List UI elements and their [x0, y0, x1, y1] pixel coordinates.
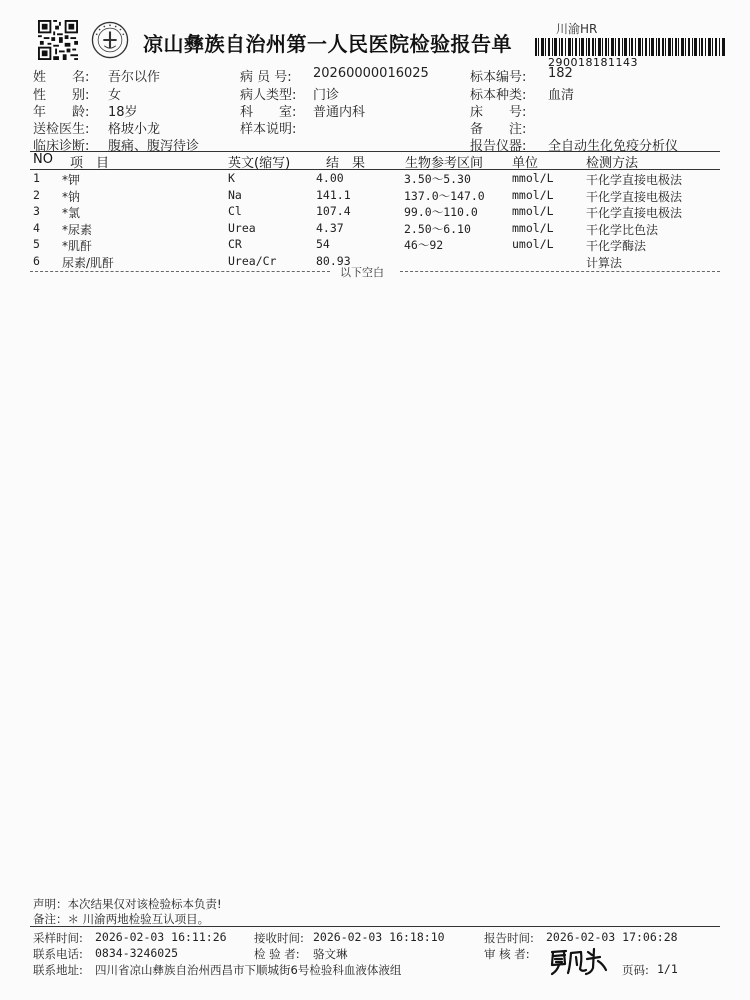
cell-abbr: CR [228, 237, 242, 251]
cell-ref: 99.0～110.0 [404, 205, 478, 219]
cell-item: *钾 [62, 173, 81, 187]
hospital-logo-icon [91, 21, 129, 59]
footer-note: 备注：＊ 川渝两地检验互认项目。 [33, 912, 210, 926]
address-value: 四川省凉山彝族自治州西昌市下顺城街6号检验科血液体液组 [95, 963, 402, 977]
cell-abbr: Cl [228, 204, 242, 218]
patient-gender: 女 [108, 88, 122, 103]
collect-time: 2026-02-03 16:11:26 [95, 930, 227, 944]
record-number: 20260000016025 [313, 66, 429, 81]
cell-method: 干化学直接电极法 [586, 206, 683, 220]
collect-time-label: 采样时间: [33, 931, 83, 945]
cell-ref: 2.50～6.10 [404, 221, 471, 236]
instrument-value: 全自动生化免疫分析仪 [548, 139, 679, 154]
cell-abbr: Na [228, 187, 242, 202]
department-value: 普通内科 [313, 105, 366, 120]
sample-type: 血清 [548, 88, 575, 103]
barcode-number: 290018181143 [548, 56, 638, 69]
table-row [0, 204, 750, 221]
cell-no: 6 [33, 253, 40, 268]
cell-item: *钠 [62, 189, 81, 204]
gender-label: 性 别: [33, 88, 90, 103]
receive-time: 2026-02-03 16:18:10 [313, 930, 445, 944]
col-header-method: 检测方法 [586, 156, 639, 171]
doctor-label: 送检医生: [33, 122, 90, 137]
blank-line-right [400, 271, 720, 272]
bed-label: 床 号: [470, 105, 527, 120]
blank-note: 以下空白 [340, 266, 384, 279]
cell-result: 54 [316, 237, 330, 251]
col-header-ref: 生物参考区间 [405, 156, 484, 171]
diagnosis-value: 腹痛、腹泻待诊 [108, 139, 200, 154]
cell-no: 4 [33, 220, 40, 235]
statement: 声明：本次结果仅对该检验标本负责! [33, 897, 222, 911]
table-header-rule [30, 169, 720, 170]
patient-name: 吾尔以作 [108, 70, 161, 85]
hr-tag: 川渝HR [556, 22, 598, 36]
page-label: 页码: [622, 963, 649, 977]
cell-abbr: K [228, 171, 235, 185]
reviewer-signature [548, 943, 608, 977]
barcode-icon [535, 38, 725, 56]
report-title: 凉山彝族自治州第一人民医院检验报告单 [143, 32, 512, 56]
remark-label: 备 注: [470, 122, 527, 137]
cell-result: 141.1 [316, 187, 351, 202]
name-label: 姓 名: [33, 70, 90, 85]
table-row [0, 188, 750, 205]
cell-item: *尿素 [62, 222, 93, 237]
patient-type: 门诊 [313, 88, 340, 103]
cell-no: 3 [33, 204, 40, 218]
cell-method: 干化学直接电极法 [586, 173, 683, 187]
col-header-no: NO [33, 152, 53, 167]
record-label: 病 员 号: [240, 70, 292, 85]
cell-item: *肌酐 [62, 239, 93, 253]
cell-ref: 46～92 [404, 238, 444, 252]
sample-no-label: 标本编号: [470, 70, 527, 85]
tester-label: 检 验 者: [254, 947, 300, 961]
age-label: 年 龄: [33, 105, 90, 120]
phone-label: 联系电话: [33, 947, 83, 961]
cell-ref: 3.50～5.30 [404, 172, 471, 186]
report-time: 2026-02-03 17:06:28 [546, 930, 678, 944]
department-label: 科 室: [240, 105, 297, 120]
cell-item: *氯 [62, 206, 81, 220]
blank-line-left [30, 271, 330, 272]
sample-number: 182 [548, 66, 573, 81]
cell-no: 2 [33, 187, 40, 202]
cell-unit: mmol/L [512, 220, 554, 235]
cell-method: 干化学直接电极法 [586, 189, 683, 204]
cell-unit: mmol/L [512, 187, 554, 202]
footer-rule [30, 926, 720, 927]
cell-unit: umol/L [512, 237, 554, 251]
cell-result: 80.93 [316, 253, 351, 268]
sample-note-label: 样本说明: [240, 122, 297, 137]
col-header-abbr: 英文(缩写) [228, 156, 291, 171]
report-time-label: 报告时间: [484, 931, 534, 945]
cell-method: 计算法 [586, 255, 623, 270]
cell-method: 干化学比色法 [586, 222, 659, 237]
cell-no: 5 [33, 237, 40, 251]
cell-result: 4.00 [316, 171, 344, 185]
col-header-result: 结 果 [326, 156, 366, 171]
cell-no: 1 [33, 171, 40, 185]
receive-time-label: 接收时间: [254, 931, 304, 945]
cell-abbr: Urea/Cr [228, 253, 277, 268]
doctor-name: 格坡小龙 [108, 122, 161, 137]
page-number: 1/1 [657, 962, 678, 976]
qr-code-icon [38, 20, 78, 60]
cell-result: 4.37 [316, 220, 344, 235]
instrument-label: 报告仪器: [470, 139, 527, 154]
cell-unit: mmol/L [512, 171, 554, 185]
tester-name: 骆文琳 [313, 947, 348, 961]
cell-method: 干化学酶法 [586, 239, 647, 253]
table-row [0, 171, 750, 188]
table-row [0, 237, 750, 254]
cell-ref: 137.0～147.0 [404, 188, 485, 203]
patient-type-label: 病人类型: [240, 88, 297, 103]
phone-number: 0834-3246025 [95, 946, 179, 960]
table-row [0, 221, 750, 238]
address-label: 联系地址: [33, 963, 83, 977]
col-header-item: 项 目 [70, 156, 110, 171]
cell-item: 尿素/肌酐 [62, 255, 115, 270]
col-header-unit: 单位 [512, 156, 539, 171]
cell-abbr: Urea [228, 220, 256, 235]
patient-age: 18岁 [108, 105, 138, 120]
cell-result: 107.4 [316, 204, 351, 218]
cell-unit: mmol/L [512, 204, 554, 218]
sample-type-label: 标本种类: [470, 88, 527, 103]
diagnosis-label: 临床诊断: [33, 139, 90, 154]
reviewer-label: 审 核 者: [484, 947, 530, 961]
